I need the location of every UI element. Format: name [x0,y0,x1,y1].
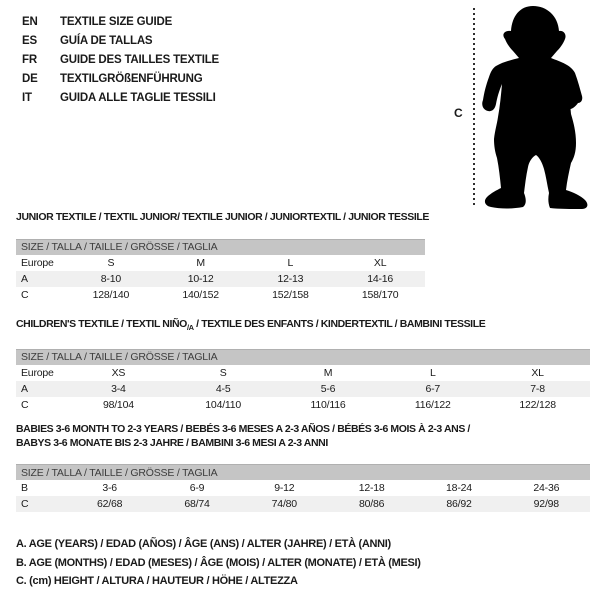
row-label-cell: C [21,398,29,411]
size-value-cell: 62/68 [66,496,153,512]
size-value-cell: 98/104 [102,398,134,411]
size-table [16,464,590,512]
size-value-cell: 116/122 [414,398,451,411]
size-value-cell: 92/98 [503,496,590,512]
size-value-cell: 6-9 [189,482,205,494]
table-title-line [16,211,429,225]
size-value-cell: 3-6 [102,482,117,494]
footnote-line: C. (cm) HEIGHT / ALTURA / HAUTEUR / HÖHE / ALTEZZA [16,575,298,587]
size-value-cell: 3-4 [66,381,171,397]
language-title: TEXTILE SIZE GUIDE [60,16,173,28]
size-value-cell: 12-13 [246,271,336,287]
size-value-cell: 8-10 [66,271,156,287]
language-row [22,32,219,51]
size-header-row [16,239,425,255]
row-label-cell: A [16,271,66,287]
size-header-cell: SIZE / TALLA / TAILLE / GRÖSSE / TAGLIA [16,465,590,481]
size-value-cell: 6-7 [380,381,485,397]
table-title-line [16,318,590,335]
language-row [22,13,219,32]
table-title-text: JUNIOR TEXTILE / TEXTIL JUNIOR/ TEXTILE JUNIOR / JUNIORTEXTIL / JUNIOR TESSILE [16,211,429,223]
language-row [22,89,219,108]
size-value-cell: 110/116 [310,398,346,411]
size-value-cell: 74/80 [241,496,328,512]
size-value-cell: M [196,256,205,269]
footnote-line: B. AGE (MONTHS) / EDAD (MESES) / ÂGE (MOIS) / ALTER (MONATE) / ETÀ (MESI) [16,556,421,569]
size-value-cell: S [219,366,227,379]
language-row [22,70,219,89]
size-value-cell: 158/170 [361,288,399,301]
size-value-cell: S [107,256,115,269]
size-value-cell: 68/74 [153,496,240,512]
language-code: ES [22,35,37,47]
table-row [16,287,425,303]
size-header-cell: SIZE / TALLA / TAILLE / GRÖSSE / TAGLIA [16,349,590,365]
language-code: EN [22,16,38,28]
row-label-cell: C [16,496,66,512]
language-title: TEXTILGRÖßENFÜHRUNG [60,73,203,85]
table-row [16,480,590,496]
language-code: IT [22,92,32,104]
junior-textile-table [16,211,429,303]
size-value-cell: XS [111,366,126,379]
table-title [16,318,590,335]
table-row [16,496,590,512]
table-row [16,397,590,413]
table-title-text: /A [186,323,194,333]
size-value-cell: 24-36 [533,482,560,494]
footnote-line: A. AGE (YEARS) / EDAD (AÑOS) / ÂGE (ANS) / ALTER (JAHRE) / ETÀ (ANNI) [16,538,391,550]
size-value-cell: 14-16 [335,271,425,287]
size-table [16,239,425,303]
table-row [16,381,590,397]
footnote-definitions [16,535,421,591]
table-title-line [16,437,590,451]
size-header-cell: SIZE / TALLA / TAILLE / GRÖSSE / TAGLIA [16,239,425,255]
language-title-list [22,13,219,108]
size-header-row [16,349,590,365]
size-table [16,349,590,413]
table-title [16,423,590,450]
size-value-cell: 152/158 [272,288,309,301]
row-label-cell: A [16,381,66,397]
size-value-cell: 5-6 [276,381,381,397]
size-header-row [16,465,590,481]
table-title-line [16,423,590,437]
size-value-cell: 122/128 [519,398,556,411]
language-code: FR [22,54,37,66]
childrens-textile-table [16,318,590,413]
size-value-cell: 4-5 [171,381,276,397]
language-title: GUIDE DES TAILLES TEXTILE [60,54,219,66]
table-title [16,211,429,225]
size-value-cell: XL [531,366,544,379]
size-value-cell: 18-24 [446,482,472,494]
table-title-text: BABIES 3-6 MONTH TO 2-3 YEARS / BEBÉS 3-6 MESES A 2-3 AÑOS / BÉBÉS 3-6 MOIS À 2-3 ANS / [16,423,470,435]
language-code: DE [22,73,38,85]
row-label-cell: Europe [21,256,54,269]
size-value-cell: 12-18 [358,482,385,494]
table-title-text: BABYS 3-6 MONATE BIS 2-3 JAHRE / BAMBINI 3-6 MESI A 2-3 ANNI [16,436,328,449]
size-value-cell: 7-8 [485,381,590,397]
size-value-cell: 140/152 [182,288,219,301]
row-label-cell: C [21,288,29,301]
size-value-cell: L [429,366,436,379]
size-value-cell: 86/92 [415,496,502,512]
size-value-cell: M [323,366,333,379]
row-label-cell: Europe [21,366,54,379]
size-value-cell: XL [373,256,387,269]
table-row [16,255,425,271]
language-title: GUÍA DE TALLAS [60,35,153,47]
toddler-silhouette-icon [470,0,600,215]
table-row [16,365,590,381]
size-value-cell: 9-12 [274,482,295,494]
size-value-cell: 80/86 [328,496,415,512]
language-title: GUIDA ALLE TAGLIE TESSILI [60,92,216,104]
size-value-cell: 104/110 [205,398,242,411]
language-row [22,51,219,70]
height-measure-label: C [454,106,463,120]
table-title-text: CHILDREN'S TEXTILE / TEXTIL NIÑO [16,318,187,330]
size-value-cell: 128/140 [92,288,130,301]
table-row [16,271,425,287]
row-label-cell: B [21,482,28,494]
size-value-cell: 10-12 [156,271,246,287]
size-value-cell: L [287,256,294,269]
babies-textile-table [16,423,590,512]
table-title-text: / TEXTILE DES ENFANTS / KINDERTEXTIL / BAMBINI TESSILE [193,318,486,330]
